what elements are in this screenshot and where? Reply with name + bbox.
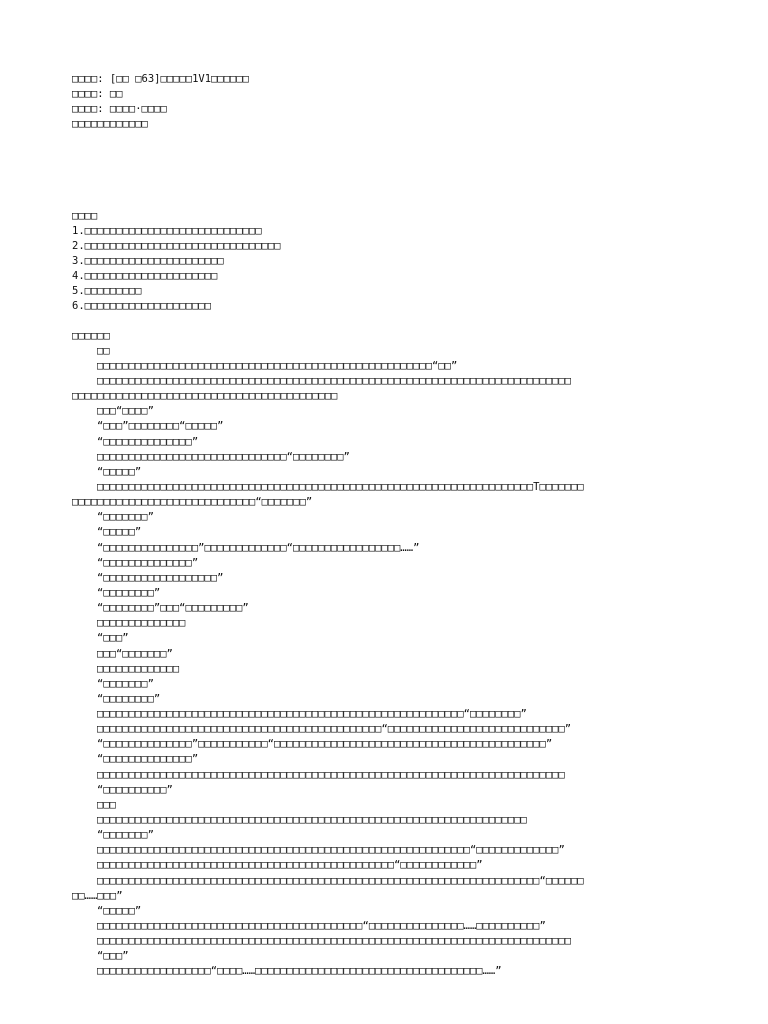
chapter-heading: □□□□□□ (72, 329, 110, 342)
paragraph-line: “□□□□□” (97, 465, 142, 478)
paragraph-line: □□□□□□□□□□□□□□□□□□“□□□□……□□□□□□□□□□□□□□□□□□□□□□□□□□□□□□□□□□□□……” (97, 965, 502, 978)
title-line: □□□□: [□□ □63]□□□□□1V1□□□□□□ (72, 73, 250, 85)
paragraph-line: □□……□□□” (72, 889, 123, 902)
paragraph-line: □□□ (97, 798, 116, 811)
paragraph-line: “□□□□□” (97, 526, 142, 539)
paragraph-line: □□□□□□□□□□□□□□□□□□□□□□□□□□□□□□“□□□□□□□□” (97, 450, 350, 463)
paragraph-line: □□□□□□□□□□□□□□□□□□□□□□□□□□□□□□□□□□□□□□□□□□□□□□□□□□□□□□□□□□□□□□□□□□□□□T□□□□□□□ (97, 480, 584, 493)
paragraph-line: □□□□□□□□□□□□□ (97, 662, 180, 675)
document-header (72, 72, 696, 133)
paragraph-line: □□□□□□□□□□□□□□□□□□□□□□□□□□□□□“□□□□□□□” (72, 496, 313, 509)
tags-line: □□□□: □□□□·□□□□ (72, 103, 167, 116)
paragraph-line: “□□□”□□□□□□□□“□□□□□” (97, 420, 224, 433)
paragraph-line: □□□□□□□□□□□□□□□□□□□□□□□□□□□□□□□□□□□□□□□□□□□□□□□□□□□□□□□□□□□“□□□□□□□□□□□□□” (97, 844, 565, 857)
paragraph-line: □□□□□□□□□□□□□□□□□□□□□□□□□□□□□□□□□□□□□□□□□□□□□□□□□□□□□□□□□□□□□□□□□□□□□□□□□□□ (97, 935, 572, 948)
paragraph-line: “□□□” (97, 632, 129, 645)
toc-item: 1.□□□□□□□□□□□□□□□□□□□□□□□□□□□□ (72, 224, 262, 237)
paragraph-line: “□□□□□□□□□□□□□□□□□□” (97, 571, 224, 584)
document-page (72, 72, 696, 980)
paragraph-line: □□ (97, 344, 110, 357)
paragraph-line: “□□□□□□□□□□□□□□”□□□□□□□□□□□“□□□□□□□□□□□□□□□□□□□□□□□□□□□□□□□□□□□□□□□□□□□” (97, 738, 553, 751)
paragraph-line: “□□□□□□□□□□□□□□” (97, 556, 199, 569)
paragraph-line: “□□□” (97, 950, 129, 963)
paragraph-line: “□□□□□□□□□□□□□□” (97, 435, 199, 448)
chapter-text (72, 344, 696, 980)
toc-item: 6.□□□□□□□□□□□□□□□□□□□□ (72, 300, 212, 313)
toc-heading: □□□□ (72, 209, 98, 222)
paragraph-line: “□□□□□□□” (97, 511, 154, 524)
paragraph-line: □□□□□□□□□□□□□□□□□□□□□□□□□□□□□□□□□□□□□□□□□□□□□□□□□□□□□□□□□□□□□□□□□□□□ (97, 814, 527, 827)
paragraph-line: “□□□□□□□□” (97, 692, 161, 705)
paragraph-line: “□□□□□” (97, 904, 142, 917)
paragraph-line: “□□□□□□□□□□” (97, 783, 173, 796)
paragraph-line: “□□□□□□□” (97, 829, 154, 842)
paragraph-line: □□□□□□□□□□□□□□□□□□□□□□□□□□□□□□□□□□□□□□□□□□□□□“□□□□□□□□□□□□□□□□□□□□□□□□□□□□” (97, 723, 572, 736)
paragraph-line: □□□□□□□□□□□□□□□□□□□□□□□□□□□□□□□□□□□□□□□□□□□□□□□“□□□□□□□□□□□□” (97, 859, 483, 872)
paragraph-line: □□□□□□□□□□□□□□□□□□□□□□□□□□□□□□□□□□□□□□□□□□□□□□□□□□□□□□□□□□□□□□□□□□□□□□□□□□ (97, 768, 565, 781)
paragraph-line: □□□□□□□□□□□□□□□□□□□□□□□□□□□□□□□□□□□□□□□□□□“□□□□□□□□□□□□□□□……□□□□□□□□□□” (97, 920, 546, 933)
toc-item: 5.□□□□□□□□□ (72, 285, 142, 298)
paragraph-line: □□□□□□□□□□□□□□□□□□□□□□□□□□□□□□□□□□□□□□□□□□□□□□□□□□□□□“□□” (97, 359, 458, 372)
paragraph-line: □□□□□□□□□□□□□□□□□□□□□□□□□□□□□□□□□□□□□□□□□□□□□□□□□□□□□□□□□□“□□□□□□□□” (97, 708, 527, 721)
paragraph-line: “□□□□□□□□”□□□“□□□□□□□□□” (97, 602, 249, 615)
paragraph-line: □□□□□□□□□□□□□□□□□□□□□□□□□□□□□□□□□□□□□□□□□□ (72, 390, 338, 403)
spacer (72, 133, 696, 209)
toc-item: 3.□□□□□□□□□□□□□□□□□□□□□□ (72, 254, 224, 267)
paragraph-line: “□□□□□□□□” (97, 586, 161, 599)
paragraph-line: □□□□□□□□□□□□□□ (97, 617, 186, 630)
spacer (72, 315, 696, 329)
paragraph-line: □□□□□□□□□□□□□□□□□□□□□□□□□□□□□□□□□□□□□□□□□□□□□□□□□□□□□□□□□□□□□□□□□□□□□□□□□□□ (97, 374, 572, 387)
paragraph-line: □□□“□□□□□□□” (97, 647, 173, 660)
table-of-contents (72, 209, 696, 315)
paragraph-line: “□□□□□□□□□□□□□□□”□□□□□□□□□□□□□“□□□□□□□□□□□□□□□□□……” (97, 541, 420, 554)
paragraph-line: □□□“□□□□” (97, 405, 154, 418)
summary-line: □□□□□□□□□□□□ (72, 118, 148, 131)
toc-list (72, 224, 696, 315)
author-line: □□□□: □□ (72, 88, 123, 101)
toc-item: 4.□□□□□□□□□□□□□□□□□□□□□ (72, 270, 218, 283)
paragraph-line: □□□□□□□□□□□□□□□□□□□□□□□□□□□□□□□□□□□□□□□□□□□□□□□□□□□□□□□□□□□□□□□□□□□□□□“□□□□□□ (97, 874, 584, 887)
paragraph-line: “□□□□□□□” (97, 677, 154, 690)
chapter-body (72, 329, 696, 980)
toc-item: 2.□□□□□□□□□□□□□□□□□□□□□□□□□□□□□□□ (72, 239, 281, 252)
paragraph-line: “□□□□□□□□□□□□□□” (97, 753, 199, 766)
